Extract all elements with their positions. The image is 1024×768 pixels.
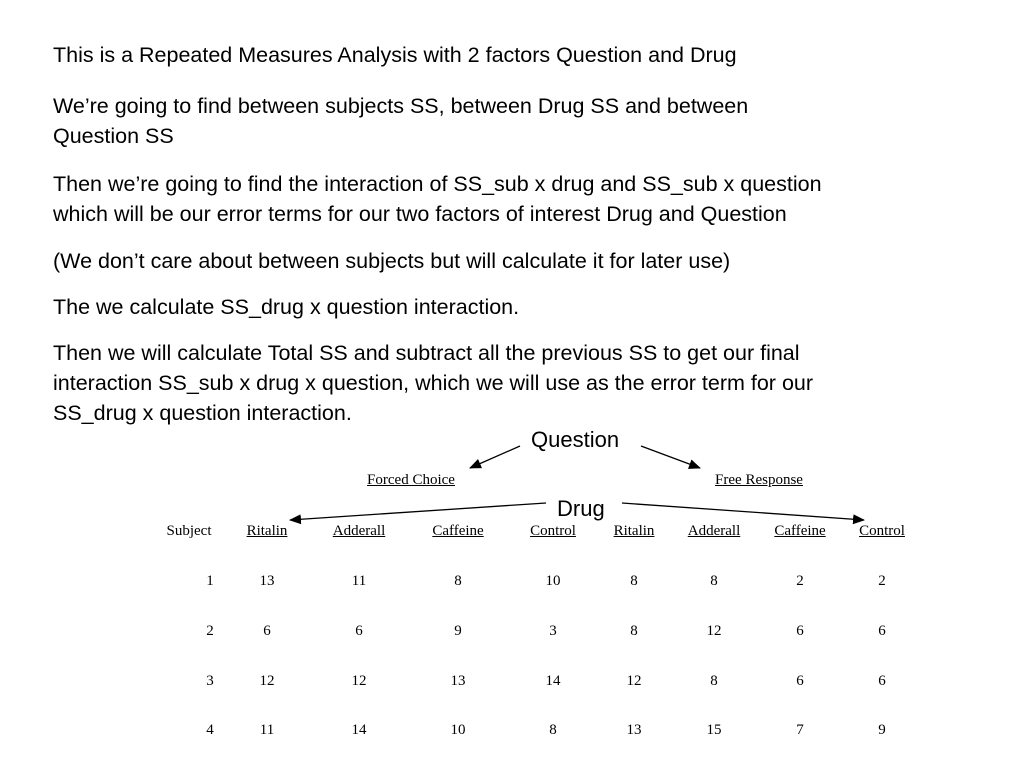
table-cell: 2	[878, 573, 886, 589]
paragraph-line: (We don’t care about between subjects but will calculate it for later use)	[53, 249, 731, 273]
table-cell: 8	[630, 623, 638, 639]
table-cell: 6	[878, 623, 886, 639]
table-cell: 14	[351, 722, 367, 738]
column-header-caffeine: Caffeine	[774, 523, 826, 539]
paragraph-line: The we calculate SS_drug x question interaction.	[53, 295, 520, 319]
drug-label: Drug	[557, 496, 605, 521]
table-cell: 11	[351, 573, 367, 589]
paragraph-line: interaction SS_sub x drug x question, which we will use as the error term for our	[53, 371, 814, 395]
table-cell: 8	[710, 573, 718, 589]
table-cell: 10	[545, 573, 561, 589]
group-header-forced-choice: Forced Choice	[367, 472, 455, 488]
paragraph-line: Then we’re going to find the interaction of SS_sub x drug and SS_sub x question	[53, 172, 822, 196]
column-header-adderall: Adderall	[687, 523, 741, 539]
paragraph-line: This is a Repeated Measures Analysis with 2 factors Question and Drug	[53, 43, 737, 67]
subject-id-cell: 4	[206, 722, 214, 738]
column-header-control: Control	[530, 523, 576, 539]
group-header-free-response: Free Response	[715, 472, 803, 488]
drug-arrow-left	[290, 503, 546, 520]
paragraph-line: We’re going to find between subjects SS, between Drug SS and between	[53, 94, 749, 118]
column-header-control: Control	[859, 523, 905, 539]
table-cell: 12	[351, 673, 367, 689]
table-cell: 10	[450, 722, 466, 738]
column-header-ritalin: Ritalin	[613, 523, 655, 539]
table-cell: 14	[545, 673, 561, 689]
question-arrow-left	[470, 446, 520, 468]
table-cell: 12	[626, 673, 642, 689]
table-cell: 9	[878, 722, 886, 738]
table-cell: 6	[796, 623, 804, 639]
table-cell: 12	[259, 673, 275, 689]
paragraph-line: Then we will calculate Total SS and subtract all the previous SS to get our final	[53, 341, 800, 365]
table-cell: 8	[549, 722, 557, 738]
subject-id-cell: 1	[206, 573, 214, 589]
table-cell: 6	[263, 623, 271, 639]
paragraph-line: Question SS	[53, 124, 174, 148]
column-header-ritalin: Ritalin	[246, 523, 288, 539]
table-cell: 13	[450, 673, 466, 689]
table-cell: 15	[706, 722, 722, 738]
table-cell: 9	[454, 623, 462, 639]
table-cell: 8	[454, 573, 462, 589]
column-header-subject: Subject	[166, 523, 212, 539]
table-cell: 11	[259, 722, 275, 738]
paragraph-line: SS_drug x question interaction.	[53, 401, 352, 425]
table-cell: 2	[796, 573, 804, 589]
subject-id-cell: 2	[206, 623, 214, 639]
question-label: Question	[531, 427, 620, 452]
question-arrow-right	[641, 446, 700, 468]
table-cell: 6	[355, 623, 363, 639]
table-cell: 12	[706, 623, 722, 639]
column-header-adderall: Adderall	[332, 523, 386, 539]
table-cell: 6	[878, 673, 886, 689]
table-cell: 6	[796, 673, 804, 689]
table-cell: 3	[549, 623, 557, 639]
table-cell: 7	[796, 722, 804, 738]
table-cell: 13	[626, 722, 642, 738]
table-cell: 8	[710, 673, 718, 689]
table-cell: 8	[630, 573, 638, 589]
column-header-caffeine: Caffeine	[432, 523, 484, 539]
drug-arrow-right	[622, 503, 864, 520]
subject-id-cell: 3	[206, 673, 214, 689]
table-cell: 13	[259, 573, 275, 589]
paragraph-line: which will be our error terms for our two factors of interest Drug and Question	[53, 202, 787, 226]
